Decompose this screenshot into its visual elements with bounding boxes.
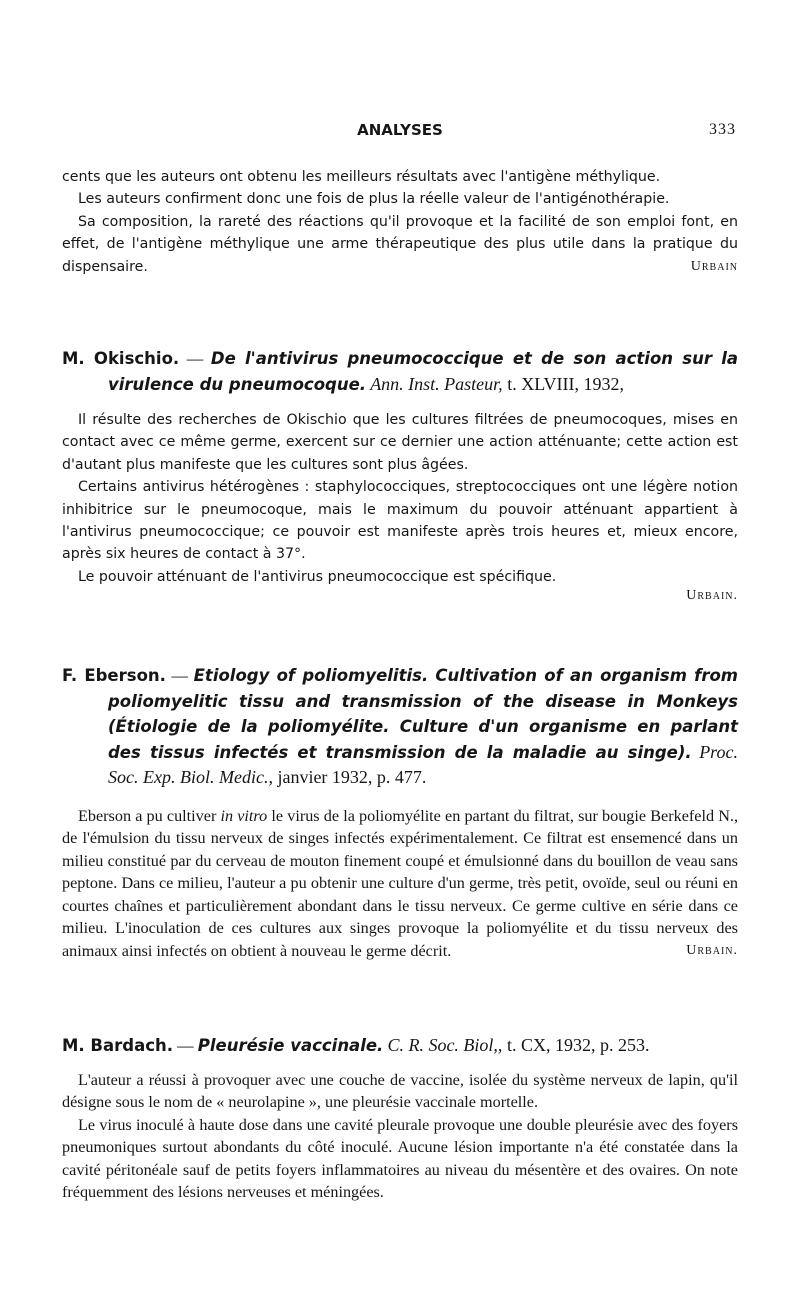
review-paragraph-1: L'auteur a réussi à provoquer avec une couche de vaccine, isolée du système nerveux de lapin, qu'il désigne sous le nom de « neurolapine », une pleurésie vaccinale mortelle. xyxy=(62,1070,738,1112)
review-okischio xyxy=(62,346,738,604)
review-eberson xyxy=(62,663,738,963)
review-author: F. Eberson. xyxy=(62,666,166,685)
page-header xyxy=(62,121,738,141)
review-paragraph-1: Il résulte des recherches de Okischio que les cultures filtrées de pneumocoques, mises en contact avec ce même germe, exercent sur ce dernier une action atténuante; cette action est d'autant plus manifeste que les cultures sont plus âgées. xyxy=(62,412,738,473)
review-heading: F. Eberson. — Etiology of poliomyelitis. Cultivation of an organism from poliomyelitic tissu and transmission of the disease in Monkeys (Étiologie de la poliomyélite. Culture d'un organisme en parlant des tissus infectés et transmission de la maladie au singe). Proc. Soc. Exp. Biol. Medic., janvier 1932, p. 477. xyxy=(62,666,739,787)
review-paragraph-3: Le pouvoir atténuant de l'antivirus pneumococcique est spécifique. xyxy=(78,568,557,585)
intro-paragraph-3 xyxy=(62,211,738,278)
review-reference: C. R. Soc. Biol,, t. CX, 1932, p. 253. xyxy=(387,1035,650,1055)
review-paragraph-2: Certains antivirus hétérogènes : staphylococciques, streptococciques ont une légère notion inhibitrice sur le pneumocoque, mais le maximum du pouvoir atténuant appartient à l'antivirus pneumococcique; ce pouvoir est manifeste après trois heures et, mieux encore, après six heures de contact à 37°. xyxy=(62,479,738,563)
intro-paragraph-1: cents que les auteurs ont obtenu les meilleurs résultats avec l'antigène méthylique. xyxy=(62,169,661,185)
review-paragraph-1: Eberson a pu cultiver in vitro le virus de la poliomyélite en partant du filtrat, sur bougie Berkefeld N., de l'émulsion du tissu nerveux de singes infectés expérimentalement. Ce filtrat est ensemencé dans un milieu constitué par du cerveau de mouton finement coupé et émulsionné dans du bouillon de veau sans peptone. Dans ce milieu, l'auteur a pu obtenir une culture d'un germe, très petit, ovoïde, seul ou réuni en courtes chaînes et particulièrement abondant dans le tissu nerveux. Ce germe cultive en série dans ce milieu. L'inoculation de ces cultures aux singes provoque la poliomyélite et du tissu nerveux des animaux ainsi infectés on obtient à nouveau le germe décrit. Urbain. xyxy=(62,805,738,963)
review-reference: Proc. Soc. Exp. Biol. Medic., janvier 1932, p. 477. xyxy=(108,741,739,787)
signature: Urbain. xyxy=(686,588,738,604)
review-title: Pleurésie vaccinale. xyxy=(197,1036,384,1055)
review-bardach xyxy=(62,1033,738,1204)
running-title: ANALYSES xyxy=(357,121,443,139)
review-title: Etiology of poliomyelitis. Cultivation of an organism from poliomyelitic tissu and transmission of the disease in Monkeys (Étiologie de la poliomyélite. Culture d'un organisme en parlant des tissus infectés et transmission de la maladie au singe). xyxy=(108,666,738,762)
signature: Urbain. xyxy=(686,943,738,959)
intro-paragraph-2: Les auteurs confirment donc une fois de plus la réelle valeur de l'antigénothérapie. xyxy=(78,191,670,208)
review-paragraph-2: Le virus inoculé à haute dose dans une cavité pleurale provoque une double pleurésie avec des foyers pneumoniques surtout abondants du côté inoculé. Aucune lésion importante n'a été constatée dans la cavité péritonéale sauf de petits foyers inflammatoires au niveau du mésentère et des ovaires. On note fréquemment des lésions nerveuses et méningées. xyxy=(62,1115,738,1202)
review-title: De l'antivirus pneumococcique et de son action sur la virulence du pneumocoque. xyxy=(108,349,738,394)
review-heading: M. Bardach. — Pleurésie vaccinale. C. R. Soc. Biol,, t. CX, 1932, p. 253. xyxy=(62,1035,650,1055)
signature: Urbain xyxy=(690,258,738,274)
review-author: M. Okischio. xyxy=(62,349,180,368)
page-number: 333 xyxy=(709,121,736,138)
intro-section xyxy=(62,166,738,278)
review-heading: M. Okischio. — De l'antivirus pneumococcique et de son action sur la virulence du pneumocoque. Ann. Inst. Pasteur, t. XLVIII, 1932, xyxy=(62,349,738,394)
review-author: M. Bardach. xyxy=(62,1036,174,1055)
review-reference: Ann. Inst. Pasteur, t. XLVIII, 1932, xyxy=(370,373,625,394)
intro-paragraph-3-text: Sa composition, la rareté des réactions qu'il provoque et la facilité de son emploi font, en effet, de l'antigène méthylique une arme thérapeutique des plus utile dans la pratique du dispensaire. xyxy=(62,213,738,275)
